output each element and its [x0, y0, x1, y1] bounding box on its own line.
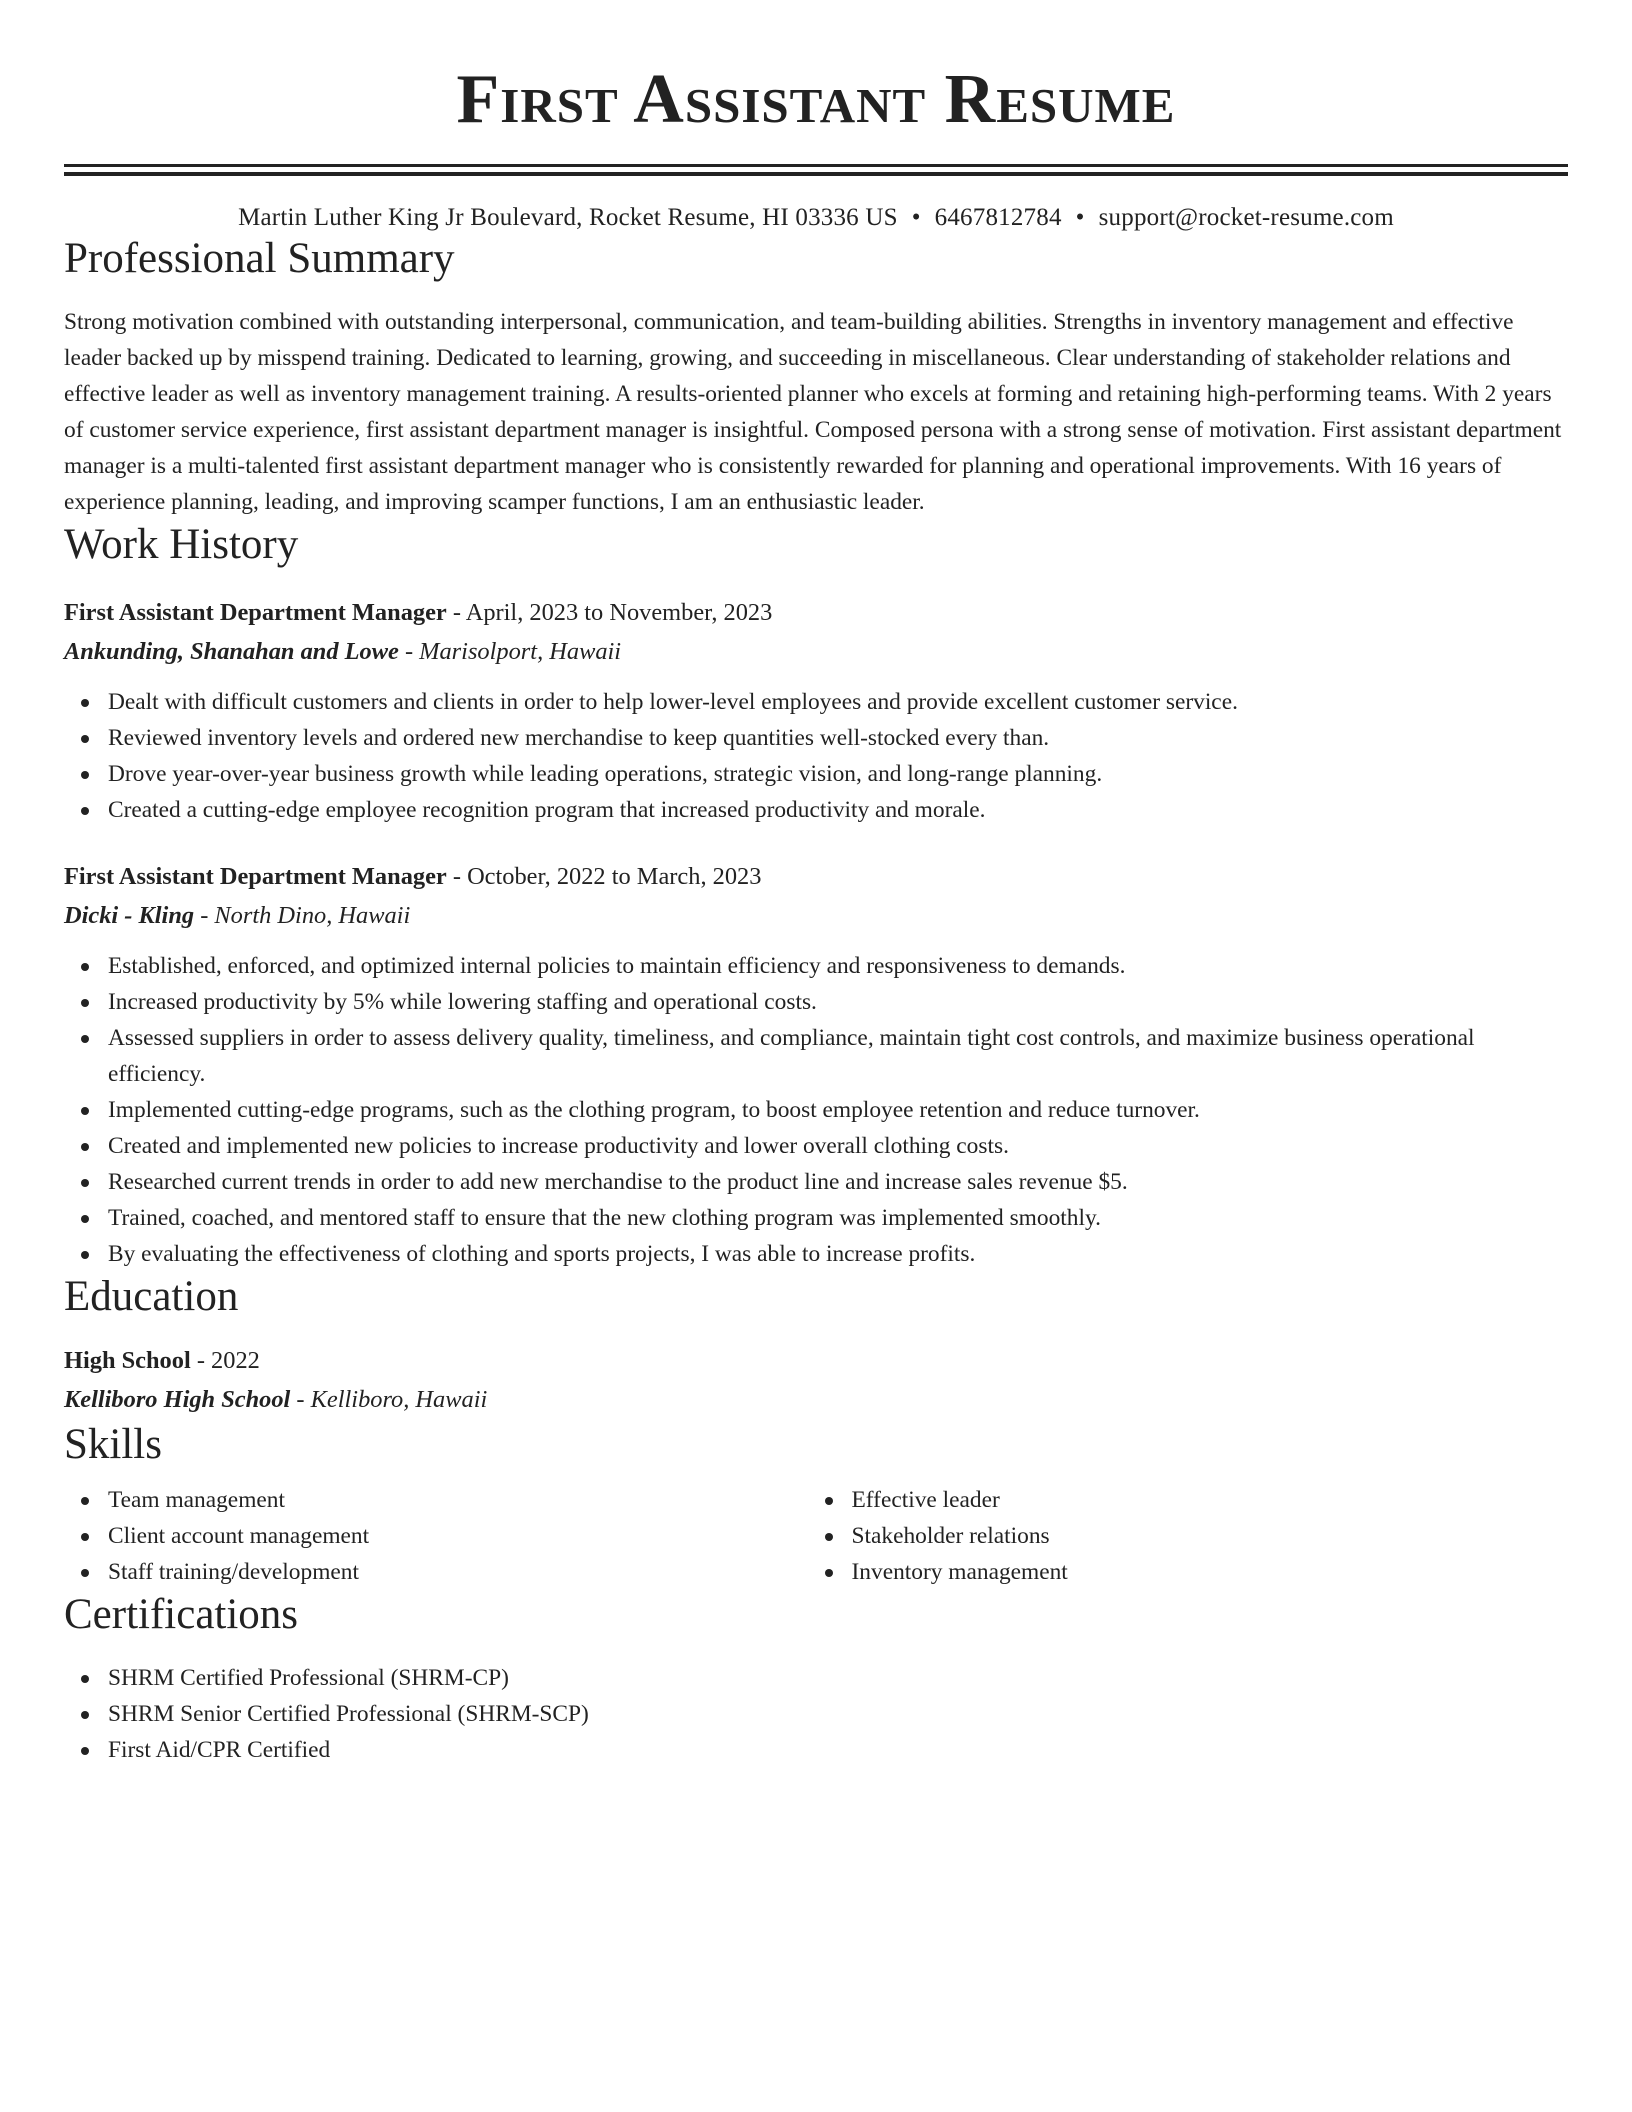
section-heading-skills: Skills — [64, 1421, 162, 1468]
skills-list-right — [808, 1482, 1568, 1590]
list-item-text: By evaluating the effectiveness of clothing and sports projects, I was able to increase profits. — [108, 1241, 976, 1267]
contact-line — [64, 202, 1568, 234]
bullet-dot — [81, 1035, 89, 1043]
list-item — [108, 1164, 1568, 1200]
section-heading-certifications: Certifications — [64, 1591, 299, 1638]
list-item-text: Researched current trends in order to add new merchandise to the product line and increase sales revenue $5. — [108, 1169, 1128, 1195]
certification-text: First Aid/CPR Certified — [108, 1737, 331, 1763]
certifications-list — [64, 1660, 1568, 1768]
bullet-dot — [825, 1533, 833, 1541]
job-duties-list — [64, 684, 1568, 828]
skill-text: Client account management — [108, 1523, 370, 1549]
bullet-dot — [81, 1569, 89, 1577]
divider-line-bottom — [64, 172, 1568, 176]
certification-text: SHRM Senior Certified Professional (SHRM-SCP) — [108, 1701, 589, 1727]
skill-text: Inventory management — [851, 1559, 1068, 1585]
bullet-dot — [81, 1497, 89, 1505]
job-title: First Assistant Department Manager — [64, 863, 447, 890]
bullet-dot — [81, 699, 89, 707]
list-item-text: Drove year-over-year business growth while leading operations, strategic vision, and long-range planning. — [108, 761, 1103, 787]
bullet-dot — [81, 1251, 89, 1259]
job-title-line — [64, 858, 1568, 896]
job-dates: - October, 2022 to March, 2023 — [446, 863, 762, 890]
certification-text: SHRM Certified Professional (SHRM-CP) — [108, 1665, 509, 1691]
bullet-dot — [81, 963, 89, 971]
bullet-dot — [81, 1711, 89, 1719]
list-item — [108, 1518, 808, 1554]
education-year: - 2022 — [190, 1347, 260, 1374]
bullet-dot — [81, 1215, 89, 1223]
bullet-dot — [81, 1107, 89, 1115]
list-item-text: Trained, coached, and mentored staff to ensure that the new clothing program was implemented smoothly. — [108, 1205, 1101, 1231]
job-location: - Marisolport, Hawaii — [398, 638, 622, 665]
list-item — [108, 1092, 1568, 1128]
job-dates: - April, 2023 to November, 2023 — [446, 599, 773, 626]
contact-phone: 6467812784 — [934, 204, 1062, 231]
skill-text: Staff training/development — [108, 1559, 359, 1585]
title-divider — [64, 164, 1568, 176]
list-item — [108, 1554, 808, 1590]
list-item — [108, 1696, 1568, 1732]
bullet-dot — [825, 1497, 833, 1505]
list-item — [108, 1128, 1568, 1164]
list-item — [852, 1482, 1568, 1518]
bullet-separator: • — [1075, 204, 1085, 231]
bullet-dot — [81, 1533, 89, 1541]
list-item-text: Created a cutting-edge employee recognition program that increased productivity and morale. — [108, 797, 986, 823]
job-location: - North Dino, Hawaii — [194, 902, 411, 929]
resume-title: First Assistant Resume — [456, 61, 1176, 138]
skill-text: Stakeholder relations — [851, 1523, 1050, 1549]
list-item-text: Created and implemented new policies to increase productivity and lower overall clothing costs. — [108, 1133, 1009, 1159]
bullet-dot — [81, 771, 89, 779]
job-title-line — [64, 594, 1568, 632]
skills-grid — [64, 1482, 1568, 1590]
list-item — [852, 1518, 1568, 1554]
list-item — [108, 1020, 1568, 1092]
divider-line-top — [64, 164, 1568, 167]
education-school: Kelliboro High School — [64, 1386, 291, 1413]
section-heading-summary: Professional Summary — [64, 235, 455, 282]
bullet-dot — [81, 1747, 89, 1755]
job-title: First Assistant Department Manager — [64, 599, 447, 626]
bullet-dot — [81, 1143, 89, 1151]
education-degree-line — [64, 1342, 1568, 1380]
list-item — [108, 1732, 1568, 1768]
skills-list-left — [64, 1482, 808, 1590]
list-item-text: Established, enforced, and optimized internal policies to maintain efficiency and responsiveness to demands. — [108, 953, 1126, 979]
list-item — [108, 1236, 1568, 1272]
list-item — [852, 1554, 1568, 1590]
bullet-dot — [81, 807, 89, 815]
bullet-dot — [81, 735, 89, 743]
education-location: - Kelliboro, Hawaii — [290, 1386, 488, 1413]
list-item — [108, 948, 1568, 984]
job-company-line — [64, 896, 1568, 936]
list-item — [108, 684, 1568, 720]
bullet-dot — [81, 999, 89, 1007]
list-item — [108, 720, 1568, 756]
job-duties-list — [64, 948, 1568, 1272]
bullet-dot — [81, 1179, 89, 1187]
skill-text: Team management — [108, 1487, 285, 1513]
skill-text: Effective leader — [851, 1487, 1000, 1513]
education-school-line — [64, 1380, 1568, 1420]
list-item — [108, 1482, 808, 1518]
education-entry — [64, 1342, 1568, 1420]
list-item-text: Dealt with difficult customers and clients in order to help lower-level employees and provide excellent customer service. — [108, 689, 1238, 715]
education-degree: High School — [64, 1347, 191, 1374]
job-company: Dicki - Kling — [64, 902, 195, 929]
job-entry — [64, 594, 1568, 828]
contact-address: Martin Luther King Jr Boulevard, Rocket Resume, HI 03336 US — [238, 204, 898, 231]
job-company: Ankunding, Shanahan and Lowe — [64, 638, 399, 665]
section-heading-education: Education — [64, 1273, 239, 1320]
list-item-text: Implemented cutting-edge programs, such as the clothing program, to boost employee retention and reduce turnover. — [108, 1097, 1200, 1123]
job-entry — [64, 858, 1568, 1272]
summary-text: Strong motivation combined with outstanding interpersonal, communication, and team-building abilities. Strengths in inventory management and effective leader backed up by misspend training. Dedicated to learning, growing, and succeeding in miscellaneous. Clear understanding of stakeholder relations and effective leader as well as inventory management training. A results-oriented planner who excels at forming and retaining high-performing teams. With 2 years of customer service experience, first assistant department manager is insightful. Composed persona with a strong sense of motivation. First assistant department manager is a multi-talented first assistant department manager who is consistently rewarded for planning and operational improvements. With 16 years of experience planning, leading, and improving scamper functions, I am an enthusiastic leader. — [64, 309, 1562, 515]
bullet-dot — [81, 1675, 89, 1683]
job-company-line — [64, 632, 1568, 672]
list-item — [108, 756, 1568, 792]
list-item-text: Reviewed inventory levels and ordered new merchandise to keep quantities well-stocked every than. — [108, 725, 1050, 751]
section-heading-work-history: Work History — [64, 521, 299, 568]
list-item — [108, 1660, 1568, 1696]
bullet-separator: • — [911, 204, 921, 231]
list-item — [108, 984, 1568, 1020]
list-item — [108, 792, 1568, 828]
list-item — [108, 1200, 1568, 1236]
list-item-text: Assessed suppliers in order to assess delivery quality, timeliness, and compliance, maintain tight cost controls, and maximize business operational efficiency. — [108, 1025, 1475, 1087]
bullet-dot — [825, 1569, 833, 1577]
contact-email: support@rocket-resume.com — [1098, 204, 1394, 231]
list-item-text: Increased productivity by 5% while lowering staffing and operational costs. — [108, 989, 817, 1015]
